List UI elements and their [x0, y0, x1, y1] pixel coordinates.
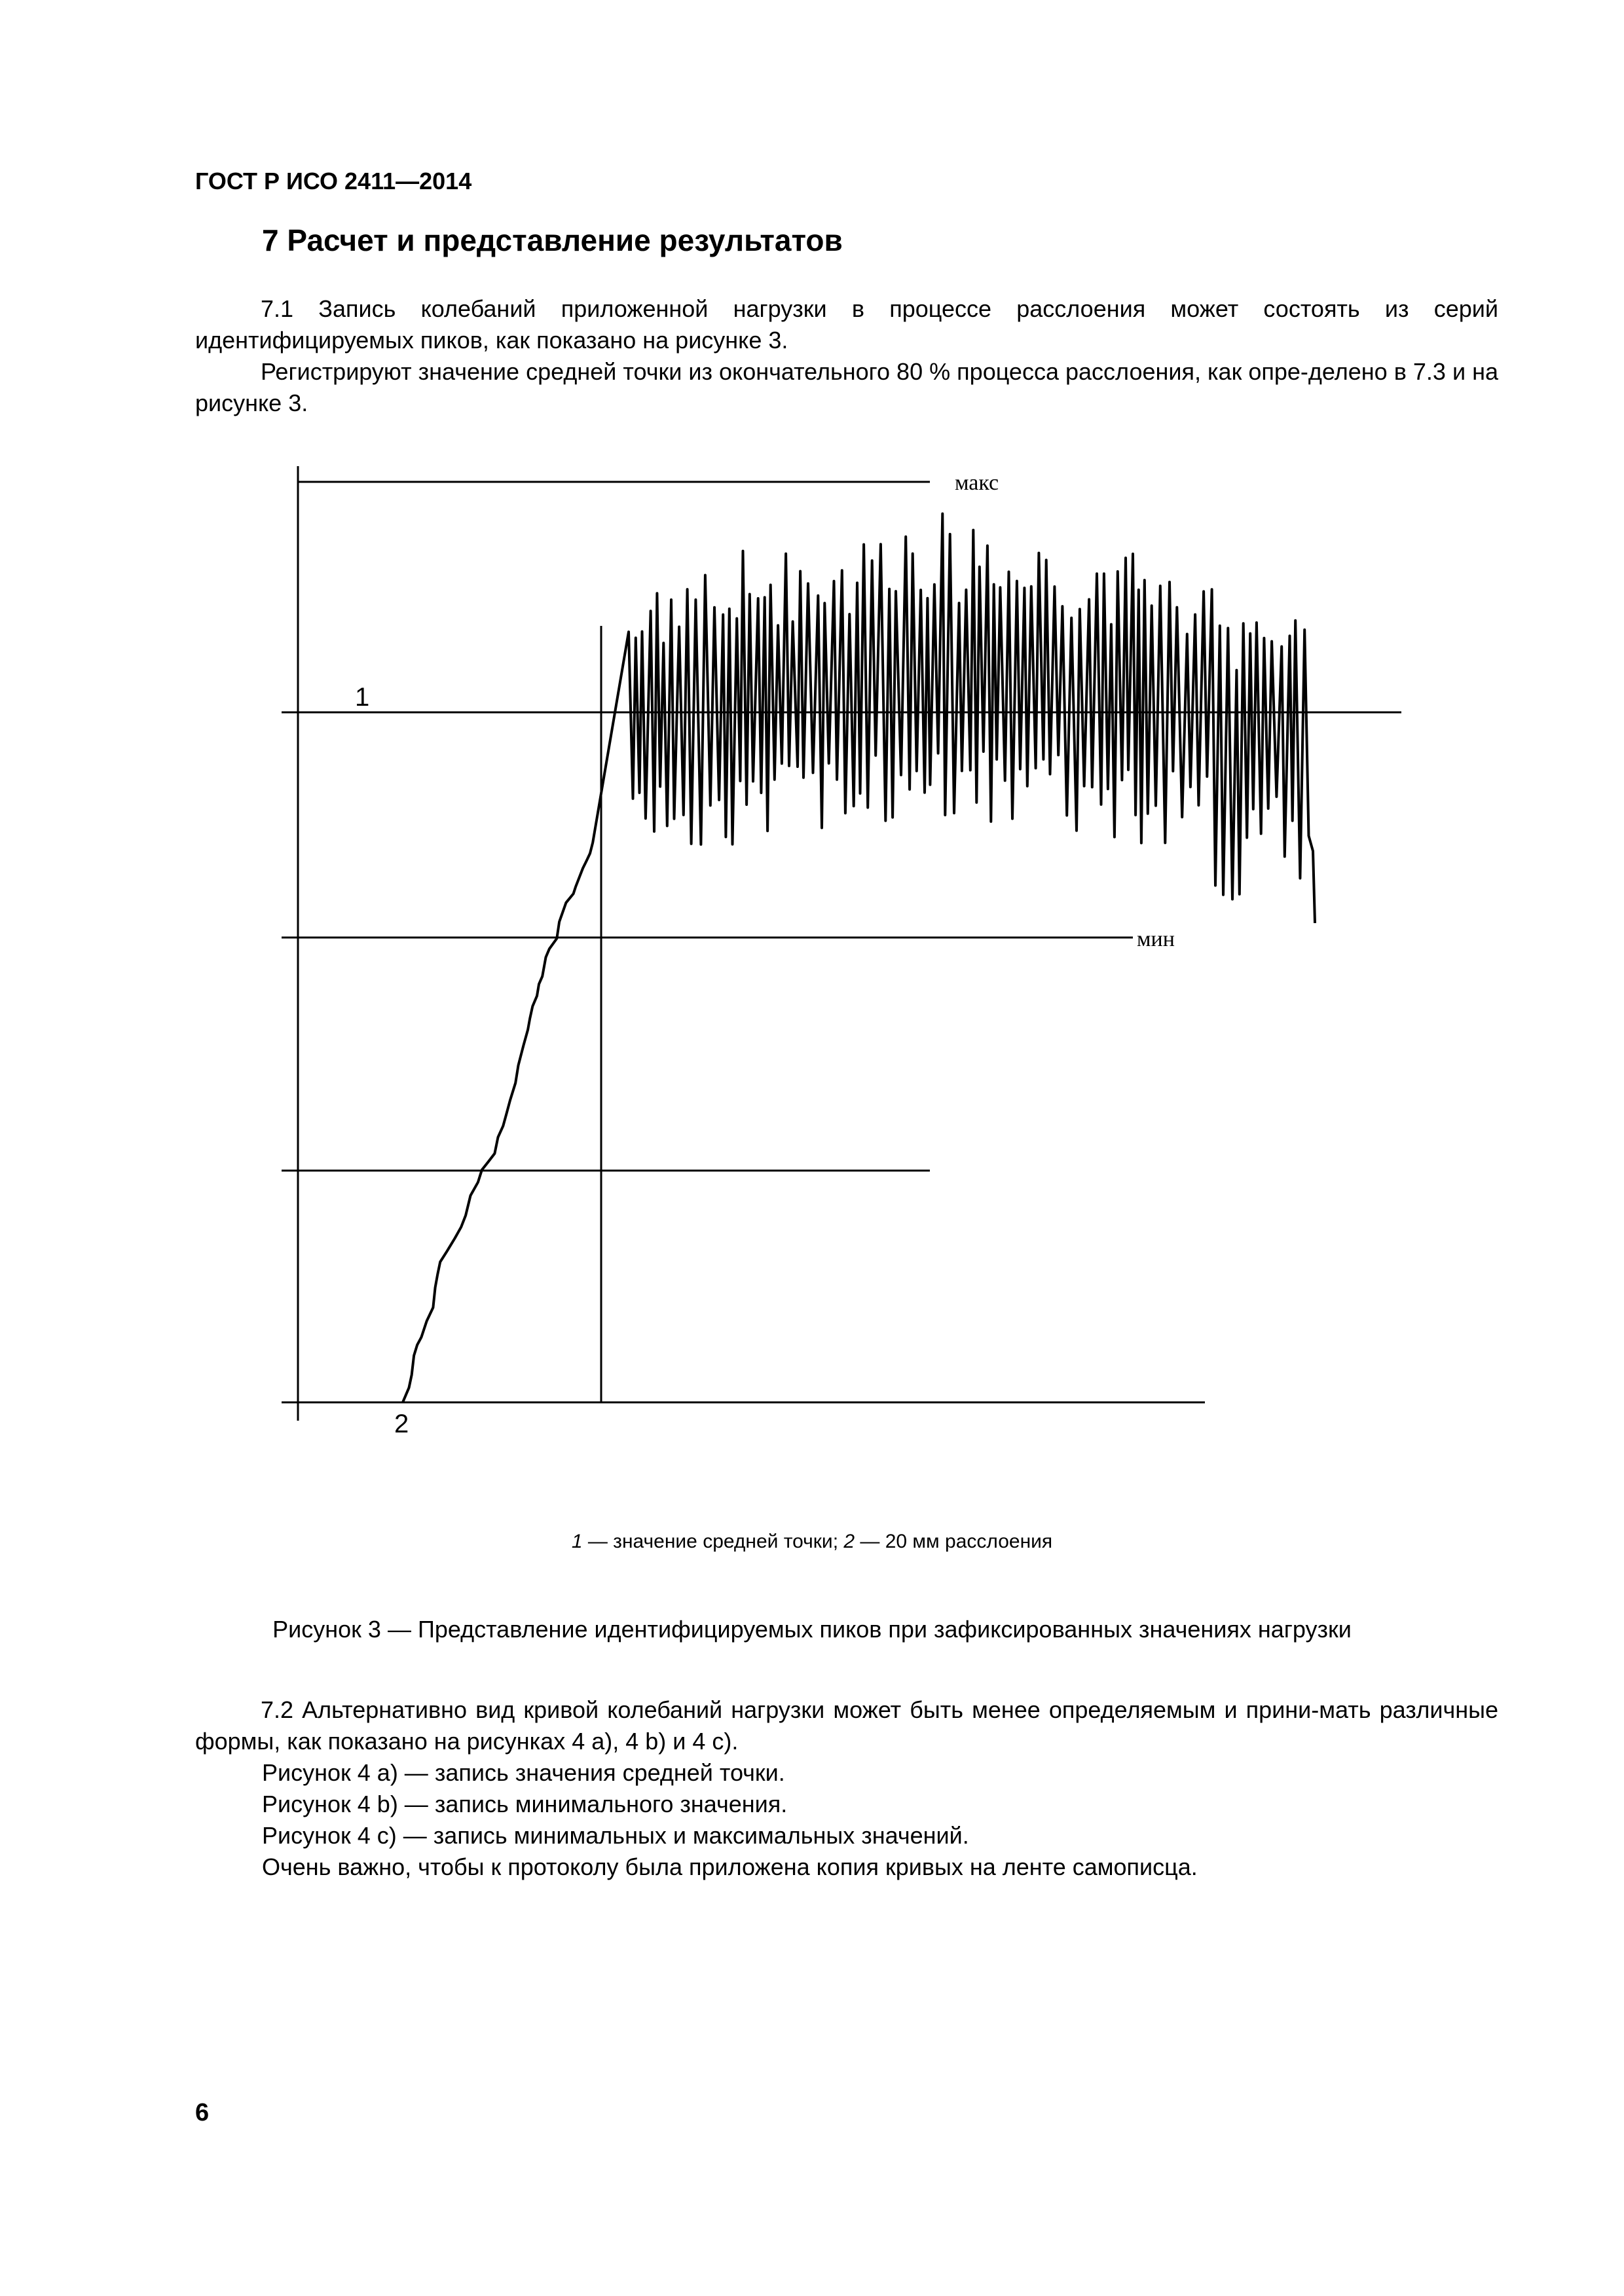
page-number: 6 [195, 2099, 210, 2126]
list-item-4b: Рисунок 4 b) — запись минимального значения. [262, 1791, 788, 1817]
load-curve [403, 514, 1315, 1402]
section-title: 7 Расчет и представление результатов [262, 223, 843, 257]
legend-num-1: 1 [571, 1531, 583, 1552]
label-2: 2 [394, 1410, 409, 1438]
figure-legend [0, 1531, 1624, 1553]
paragraph-7-2: 7.2 Альтернативно вид кривой колебаний нагрузки может быть менее определяемым и прини-мать различные формы, как показано на рисунках 4 а), 4 b) и 4 с). [195, 1696, 1498, 1755]
legend-text-2: — 20 мм расслоения [855, 1531, 1053, 1552]
figure-caption: Рисунок 3 — Представление идентифицируемых пиков при зафиксированных значениях нагрузки [272, 1616, 1352, 1643]
max-label: макс [955, 471, 999, 495]
paragraph-7-1: 7.1 Запись колебаний приложенной нагрузки в процессе расслоения может состоять из серий идентифицируемых пиков, как показано на рисунке 3. [195, 295, 1498, 354]
list-item-4a: Рисунок 4 а) — запись значения средней точки. [262, 1759, 785, 1786]
label-1: 1 [355, 683, 370, 712]
paragraph-note: Очень важно, чтобы к протоколу была приложена копия кривых на ленте самописца. [262, 1853, 1198, 1880]
legend-num-2: 2 [843, 1531, 855, 1552]
document-id: ГОСТ Р ИСО 2411—2014 [195, 168, 472, 194]
figure-3-load-chart [275, 458, 1414, 1447]
legend-text-1: — значение средней точки; [582, 1531, 844, 1552]
list-item-4c: Рисунок 4 с) — запись минимальных и максимальных значений. [262, 1822, 969, 1849]
paragraph-midpoint: Регистрируют значение средней точки из окончательного 80 % процесса расслоения, как опре-делено в 7.3 и на рисунке 3. [195, 358, 1498, 416]
min-label: мин [1137, 927, 1175, 951]
